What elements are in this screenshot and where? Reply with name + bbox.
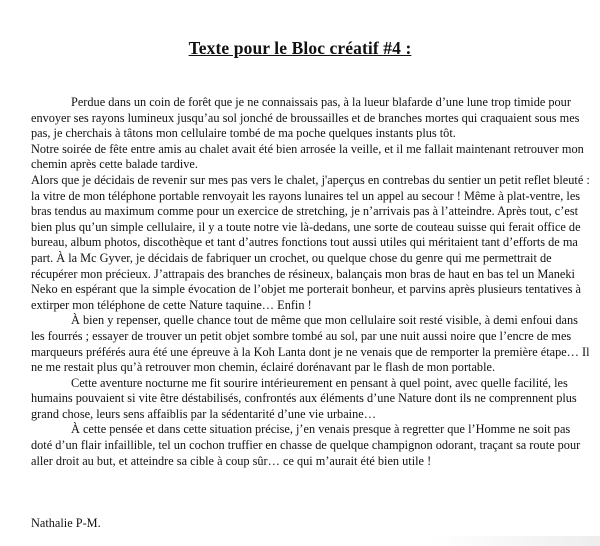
paragraph-1: Perdue dans un coin de forêt que je ne connaissais pas, à la lueur blafarde d’une lune trop timide pour envoyer ses rayons lumineux jusqu’au sol jonché de broussailles et de branches mortes qui craquaient sous mes pas, je cherchais à tâtons mon cellulaire tombé de ma poche quelques instants plus tôt. [31, 95, 580, 141]
paragraph-2: Notre soirée de fête entre amis au chalet avait été bien arrosée la veille, et il me fallait maintenant retrouver mon chemin après cette balade tardive. [31, 141, 584, 172]
paragraph-4: À bien y repenser, quelle chance tout de même que mon cellulaire soit resté visible, à demi enfoui dans les fourrés ; essayer de trouver un petit objet sombre tombé au sol, par une nuit aussi noire que l’encre de mes marqueurs préférés aura été une épreuve à la Koh Lanta dont je ne venais que de remporter la première étape… Il ne me restait plus qu’à retrouver mon chemin, éclairé dorénavant par le flash de mon portable. [31, 313, 590, 375]
page-title: Texte pour le Bloc créatif #4 : [188, 38, 412, 58]
scan-shadow [430, 536, 600, 546]
document-body [31, 95, 591, 469]
paragraph-5: Cette aventure nocturne me fit sourire intérieurement en pensant à quel point, avec quelle facilité, les humains pouvaient si vite être déstabilisés, confrontés aux éléments d’une Nature dont ils ne comprennent plus grand chose, leurs sens affaiblis par la sédentarité d’une vie urbaine… [31, 375, 577, 421]
signature: Nathalie P-M. [31, 516, 101, 530]
paragraph-3: Alors que je décidais de revenir sur mes pas vers le chalet, j'aperçus en contrebas du sentier un petit reflet bleuté : la vitre de mon téléphone portable renvoyait les rayons lunaires tel un appel au secour ! Même à plat-ventre, les bras tendus au maximum comme pour un exercice de stretching, je n’arrivais pas à l’atteindre. Après tout, c’est bien plus qu’un simple cellulaire, il y a toute notre vie là-dedans, une sorte de couteau suisse qui ferait office de bureau, album photos, discothèque et tant d’autres fonctions tout aussi utiles qui méritaient tant d’efforts de ma part. À la Mc Gyver, je décidais de fabriquer un crochet, ou quelque chose du genre qui me permettrait de récupérer mon précieux. J’attrapais des branches de résineux, balançais mon bras de haut en bas tel un Maneki Neko en espérant que la simple évocation de l’objet me porterait bonheur, et parvins après plusieurs tentatives à extirper mon téléphone de cette Nature taquine… Enfin ! [31, 172, 590, 312]
paragraph-6: À cette pensée et dans cette situation précise, j’en venais presque à regretter que l’Homme ne soit pas doté d’un flair infaillible, tel un cochon truffier en chasse de quelque champignon odorant, traçant sa route pour aller droit au but, et atteindre sa cible à coup sûr… ce qui m’aurait été bien utile ! [31, 422, 581, 468]
